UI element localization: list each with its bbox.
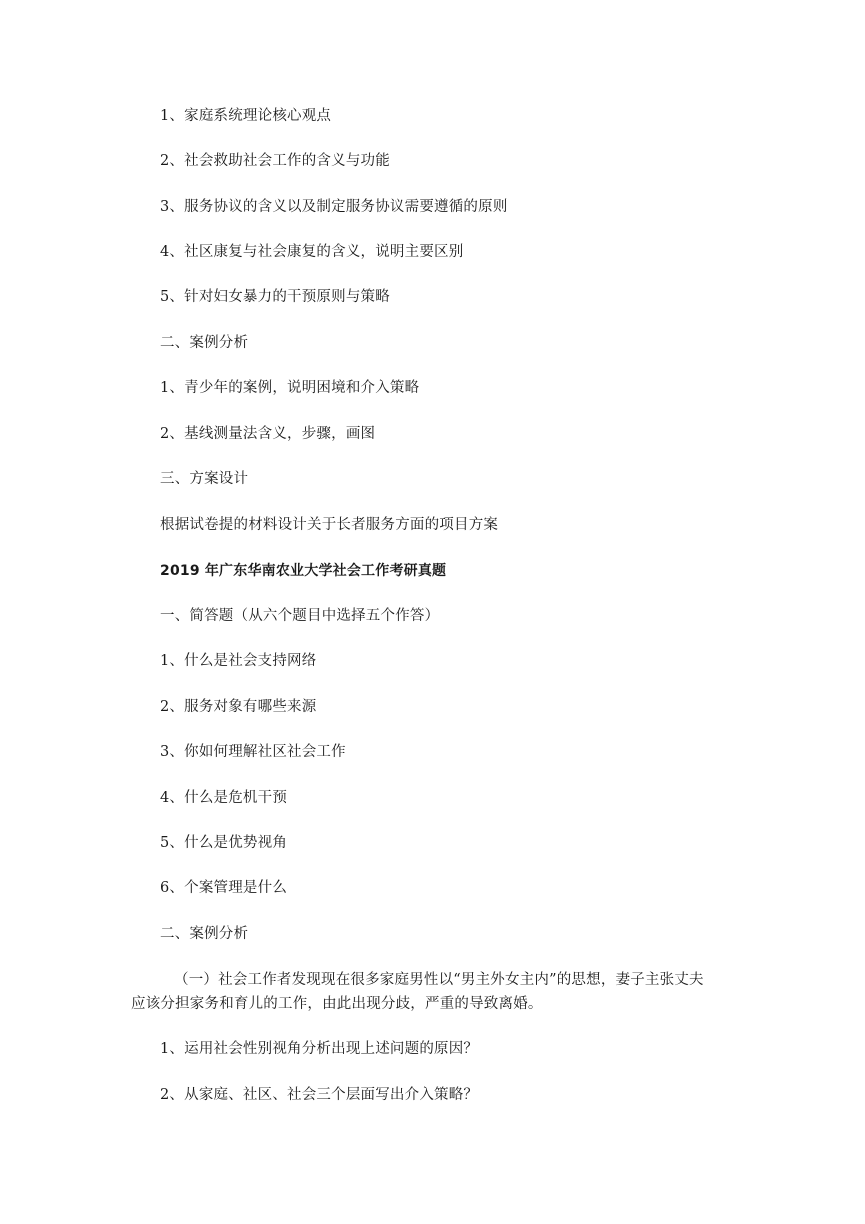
question-item: 1、什么是社会支持网络: [160, 653, 317, 669]
section-heading: 三、方案设计: [160, 471, 249, 487]
question-item: 4、什么是危机干预: [160, 790, 288, 806]
question-item: 3、服务协议的含义以及制定服务协议需要遵循的原则: [160, 199, 508, 215]
question-item: 5、针对妇女暴力的干预原则与策略: [160, 289, 390, 305]
question-item: 2、从家庭、社区、社会三个层面写出介入策略？: [160, 1087, 479, 1103]
question-item: 6、个案管理是什么: [160, 880, 288, 896]
case-paragraph-line: 应该分担家务和育儿的工作，由此出现分歧，严重的导致离婚。: [131, 996, 543, 1012]
question-item: 4、社区康复与社会康复的含义，说明主要区别: [160, 244, 464, 260]
section-heading: 一、简答题（从六个题目中选择五个作答）: [160, 608, 440, 624]
question-item: 2、基线测量法含义，步骤，画图: [160, 426, 376, 442]
question-item: 2、社会救助社会工作的含义与功能: [160, 153, 390, 169]
exam-title: 2019 年广东华南农业大学社会工作考研真题: [160, 563, 447, 579]
section-heading: 二、案例分析: [160, 926, 249, 942]
question-item: 5、什么是优势视角: [160, 835, 288, 851]
question-item: 2、服务对象有哪些来源: [160, 699, 317, 715]
question-item: 1、青少年的案例，说明困境和介入策略: [160, 380, 420, 396]
instruction-text: 根据试卷提的材料设计关于长者服务方面的项目方案: [160, 517, 499, 533]
question-item: 1、家庭系统理论核心观点: [160, 108, 332, 124]
section-heading: 二、案例分析: [160, 335, 249, 351]
question-item: 3、你如何理解社区社会工作: [160, 744, 346, 760]
question-item: 1、运用社会性别视角分析出现上述问题的原因？: [160, 1041, 479, 1057]
case-paragraph-line: （一）社会工作者发现现在很多家庭男性以“男主外女主内”的思想，妻子主张丈夫: [174, 972, 704, 988]
